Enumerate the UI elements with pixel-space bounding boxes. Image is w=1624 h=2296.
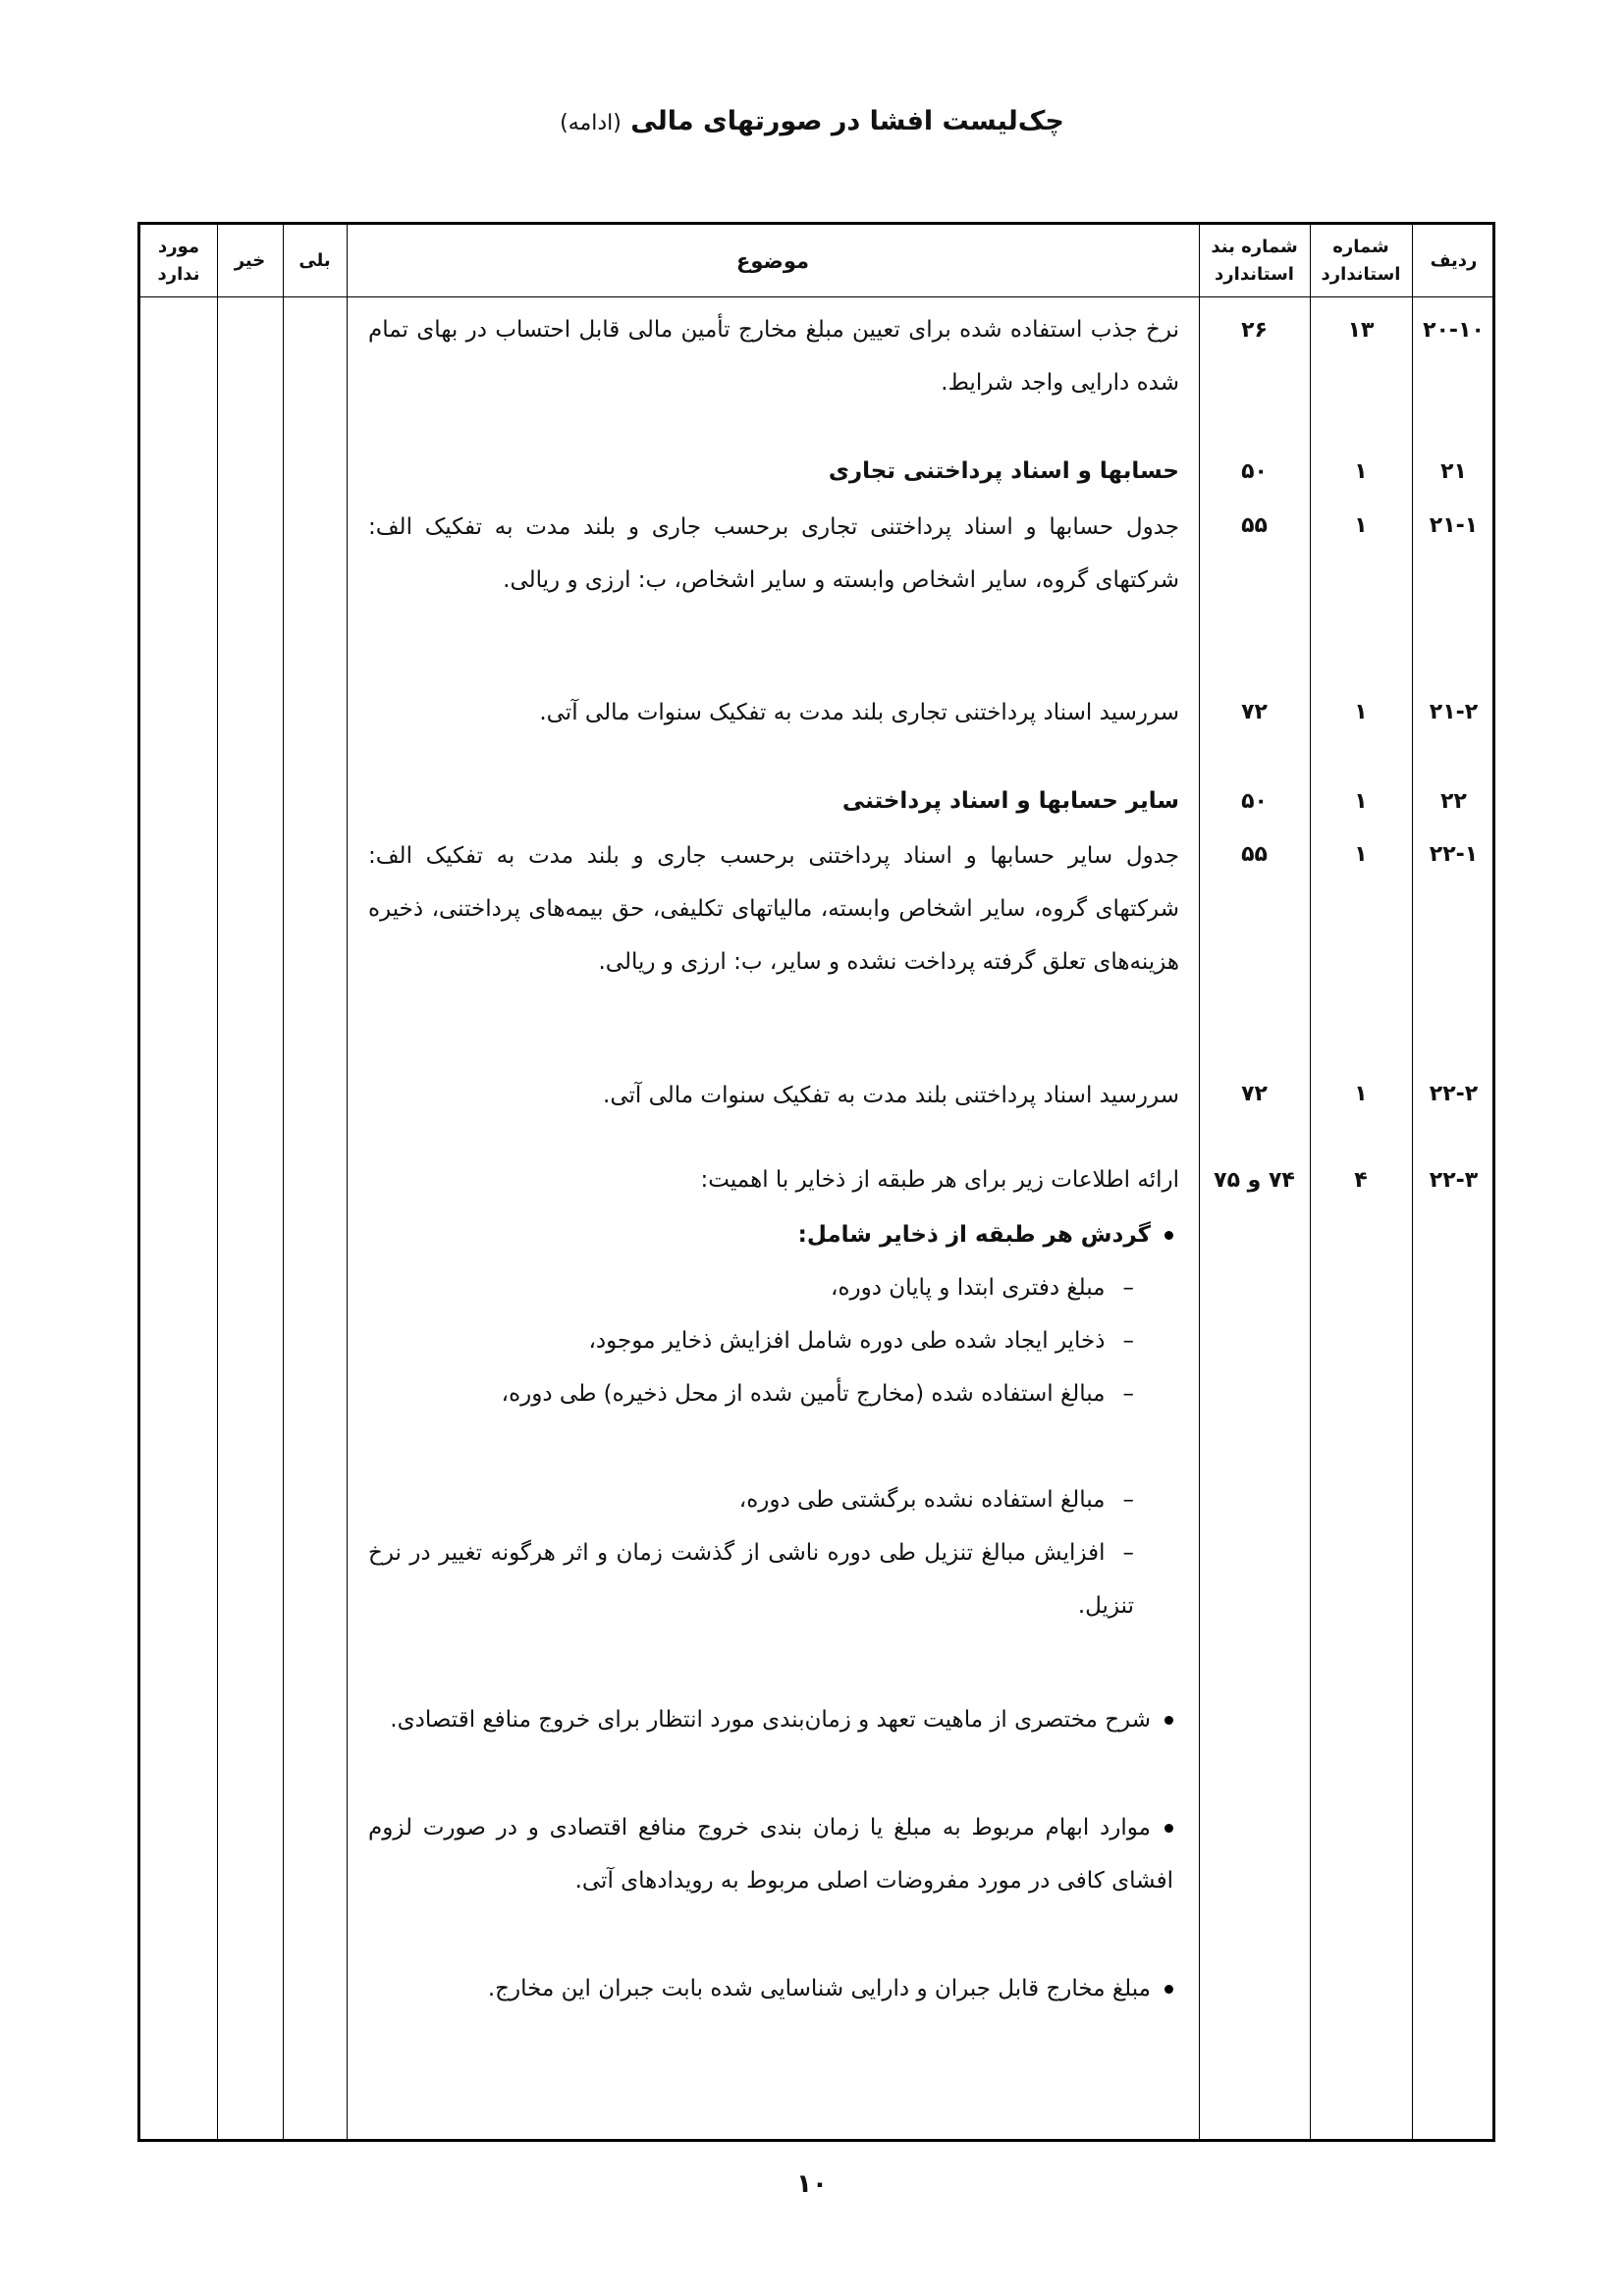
- row-number: ۲۲-۱: [1429, 842, 1479, 867]
- dash-item: [368, 1261, 1134, 1314]
- dash-text: افزایش مبالغ تنزیل طی دوره ناشی از گذشت زمان و اثر هرگونه تغییر در نرخ تنزیل.: [368, 1540, 1134, 1619]
- dash-icon: –: [1122, 1328, 1134, 1354]
- header-clause-no: شماره بند استاندارد: [1211, 236, 1298, 285]
- dash-icon: –: [1122, 1540, 1134, 1566]
- title-text: چک‌لیست افشا در صورتهای مالی: [630, 106, 1064, 136]
- dash-icon: –: [1122, 1487, 1134, 1513]
- dash-item: [368, 1314, 1134, 1367]
- bullet-icon: [1164, 1716, 1173, 1725]
- std-number: ۱: [1354, 1082, 1368, 1106]
- std-number: ۴: [1354, 1168, 1368, 1193]
- bullet-icon: [1164, 1985, 1173, 1994]
- subject-text: ارائه اطلاعات زیر برای هر طبقه از ذخایر با اهمیت:: [700, 1167, 1179, 1193]
- bullet-item: [368, 1962, 1173, 2015]
- row-number: ۲۲-۲: [1429, 1082, 1479, 1106]
- dash-item: [368, 1526, 1134, 1632]
- std-number: ۱۳: [1347, 318, 1375, 343]
- dash-text: مبالغ استفاده نشده برگشتی طی دوره،: [738, 1487, 1106, 1513]
- col-divider: [217, 225, 218, 2139]
- dash-item: [368, 1473, 1134, 1526]
- std-number: ۱: [1354, 842, 1368, 867]
- dash-text: مبالغ استفاده شده (مخارج تأمین شده از محل ذخیره) طی دوره،: [501, 1381, 1106, 1407]
- section-heading: سایر حسابها و اسناد پرداختنی: [841, 788, 1179, 814]
- dash-icon: –: [1122, 1275, 1134, 1301]
- checklist-table: [137, 222, 1495, 2142]
- std-number: ۱: [1354, 513, 1368, 538]
- std-number: ۱: [1354, 700, 1368, 724]
- std-number: ۱: [1354, 789, 1368, 814]
- page-title: [0, 106, 1624, 136]
- row-number: ۲۰-۱۰: [1423, 318, 1485, 343]
- bullet-text: شرح مختصری از ماهیت تعهد و زمان‌بندی مورد انتظار برای خروج منافع اقتصادی.: [390, 1707, 1151, 1733]
- row-number: ۲۱-۲: [1429, 700, 1479, 724]
- clause-number: ۷۲: [1241, 700, 1268, 724]
- bullet-item: [368, 1801, 1173, 1907]
- row-number: ۲۱-۱: [1429, 513, 1479, 538]
- row-number: ۲۲: [1440, 789, 1467, 814]
- section-heading: حسابها و اسناد پرداختنی تجاری: [828, 458, 1179, 484]
- bullet-item: [368, 1693, 1173, 1746]
- header-row: ردیف: [1430, 249, 1478, 271]
- row-number: ۲۲-۳: [1429, 1168, 1479, 1193]
- header-na: مورد ندارد: [157, 236, 200, 285]
- clause-number: ۵۵: [1241, 513, 1268, 538]
- header-subject: موضوع: [736, 248, 809, 273]
- header-yes: بلی: [298, 249, 331, 271]
- header-divider: [140, 296, 1492, 297]
- bullet-item: [368, 1208, 1173, 1261]
- row-number: ۲۱: [1440, 459, 1467, 484]
- header-no: خیر: [234, 249, 266, 271]
- header-std-no: شماره استاندارد: [1321, 236, 1401, 285]
- title-suffix: (ادامه): [560, 111, 622, 135]
- dash-icon: –: [1122, 1381, 1134, 1407]
- bullet-text: موارد ابهام مربوط به مبلغ یا زمان بندی خروج منافع اقتصادی و در صورت لزوم افشای کافی در مورد مفروضات اصلی مربوط به رویدادهای آتی.: [368, 1815, 1173, 1894]
- page-number: ۱۰: [796, 2169, 828, 2199]
- clause-number: ۵۵: [1241, 842, 1268, 867]
- col-divider: [283, 225, 284, 2139]
- subject-text: نرخ جذب استفاده شده برای تعیین مبلغ مخارج تأمین مالی قابل احتساب در بهای تمام شده دارایی واجد شرایط.: [368, 317, 1179, 396]
- subject-text: جدول حسابها و اسناد پرداختنی تجاری برحسب جاری و بلند مدت به تفکیک الف: شرکتهای گروه، سایر اشخاص وابسته و سایر اشخاص، ب: ارزی و ریالی.: [368, 514, 1179, 593]
- subject-text: سررسید اسناد پرداختنی تجاری بلند مدت به تفکیک سنوات مالی آتی.: [539, 700, 1179, 725]
- bullet-icon: [1164, 1824, 1173, 1833]
- subject-text: سررسید اسناد پرداختنی بلند مدت به تفکیک سنوات مالی آتی.: [603, 1083, 1179, 1108]
- bullet-text: مبلغ مخارج قابل جبران و دارایی شناسایی شده بابت جبران این مخارج.: [487, 1976, 1151, 2002]
- subject-text: جدول سایر حسابها و اسناد پرداختنی برحسب جاری و بلند مدت به تفکیک الف: شرکتهای گروه، سایر اشخاص وابسته، مالیاتهای تکلیفی، حق بیمه‌های پرداختنی، ذخیره هزینه‌های تعلق گرفته پرداخت نشده و سایر، ب: ارزی و ریالی.: [368, 843, 1179, 975]
- dash-text: مبلغ دفتری ابتدا و پایان دوره،: [831, 1275, 1106, 1301]
- dash-item: [368, 1367, 1134, 1420]
- bullet-text: گردش هر طبقه از ذخایر شامل:: [797, 1222, 1151, 1248]
- std-number: ۱: [1354, 459, 1368, 484]
- col-divider: [347, 225, 348, 2139]
- clause-number: ۷۲: [1241, 1082, 1268, 1106]
- clause-number: ۲۶: [1241, 318, 1268, 343]
- dash-text: ذخایر ایجاد شده طی دوره شامل افزایش ذخایر موجود،: [588, 1328, 1106, 1354]
- clause-number: ۵۰: [1241, 459, 1268, 484]
- clause-number: ۵۰: [1241, 789, 1268, 814]
- bullet-icon: [1164, 1231, 1173, 1240]
- clause-number: ۷۴ و ۷۵: [1214, 1168, 1295, 1193]
